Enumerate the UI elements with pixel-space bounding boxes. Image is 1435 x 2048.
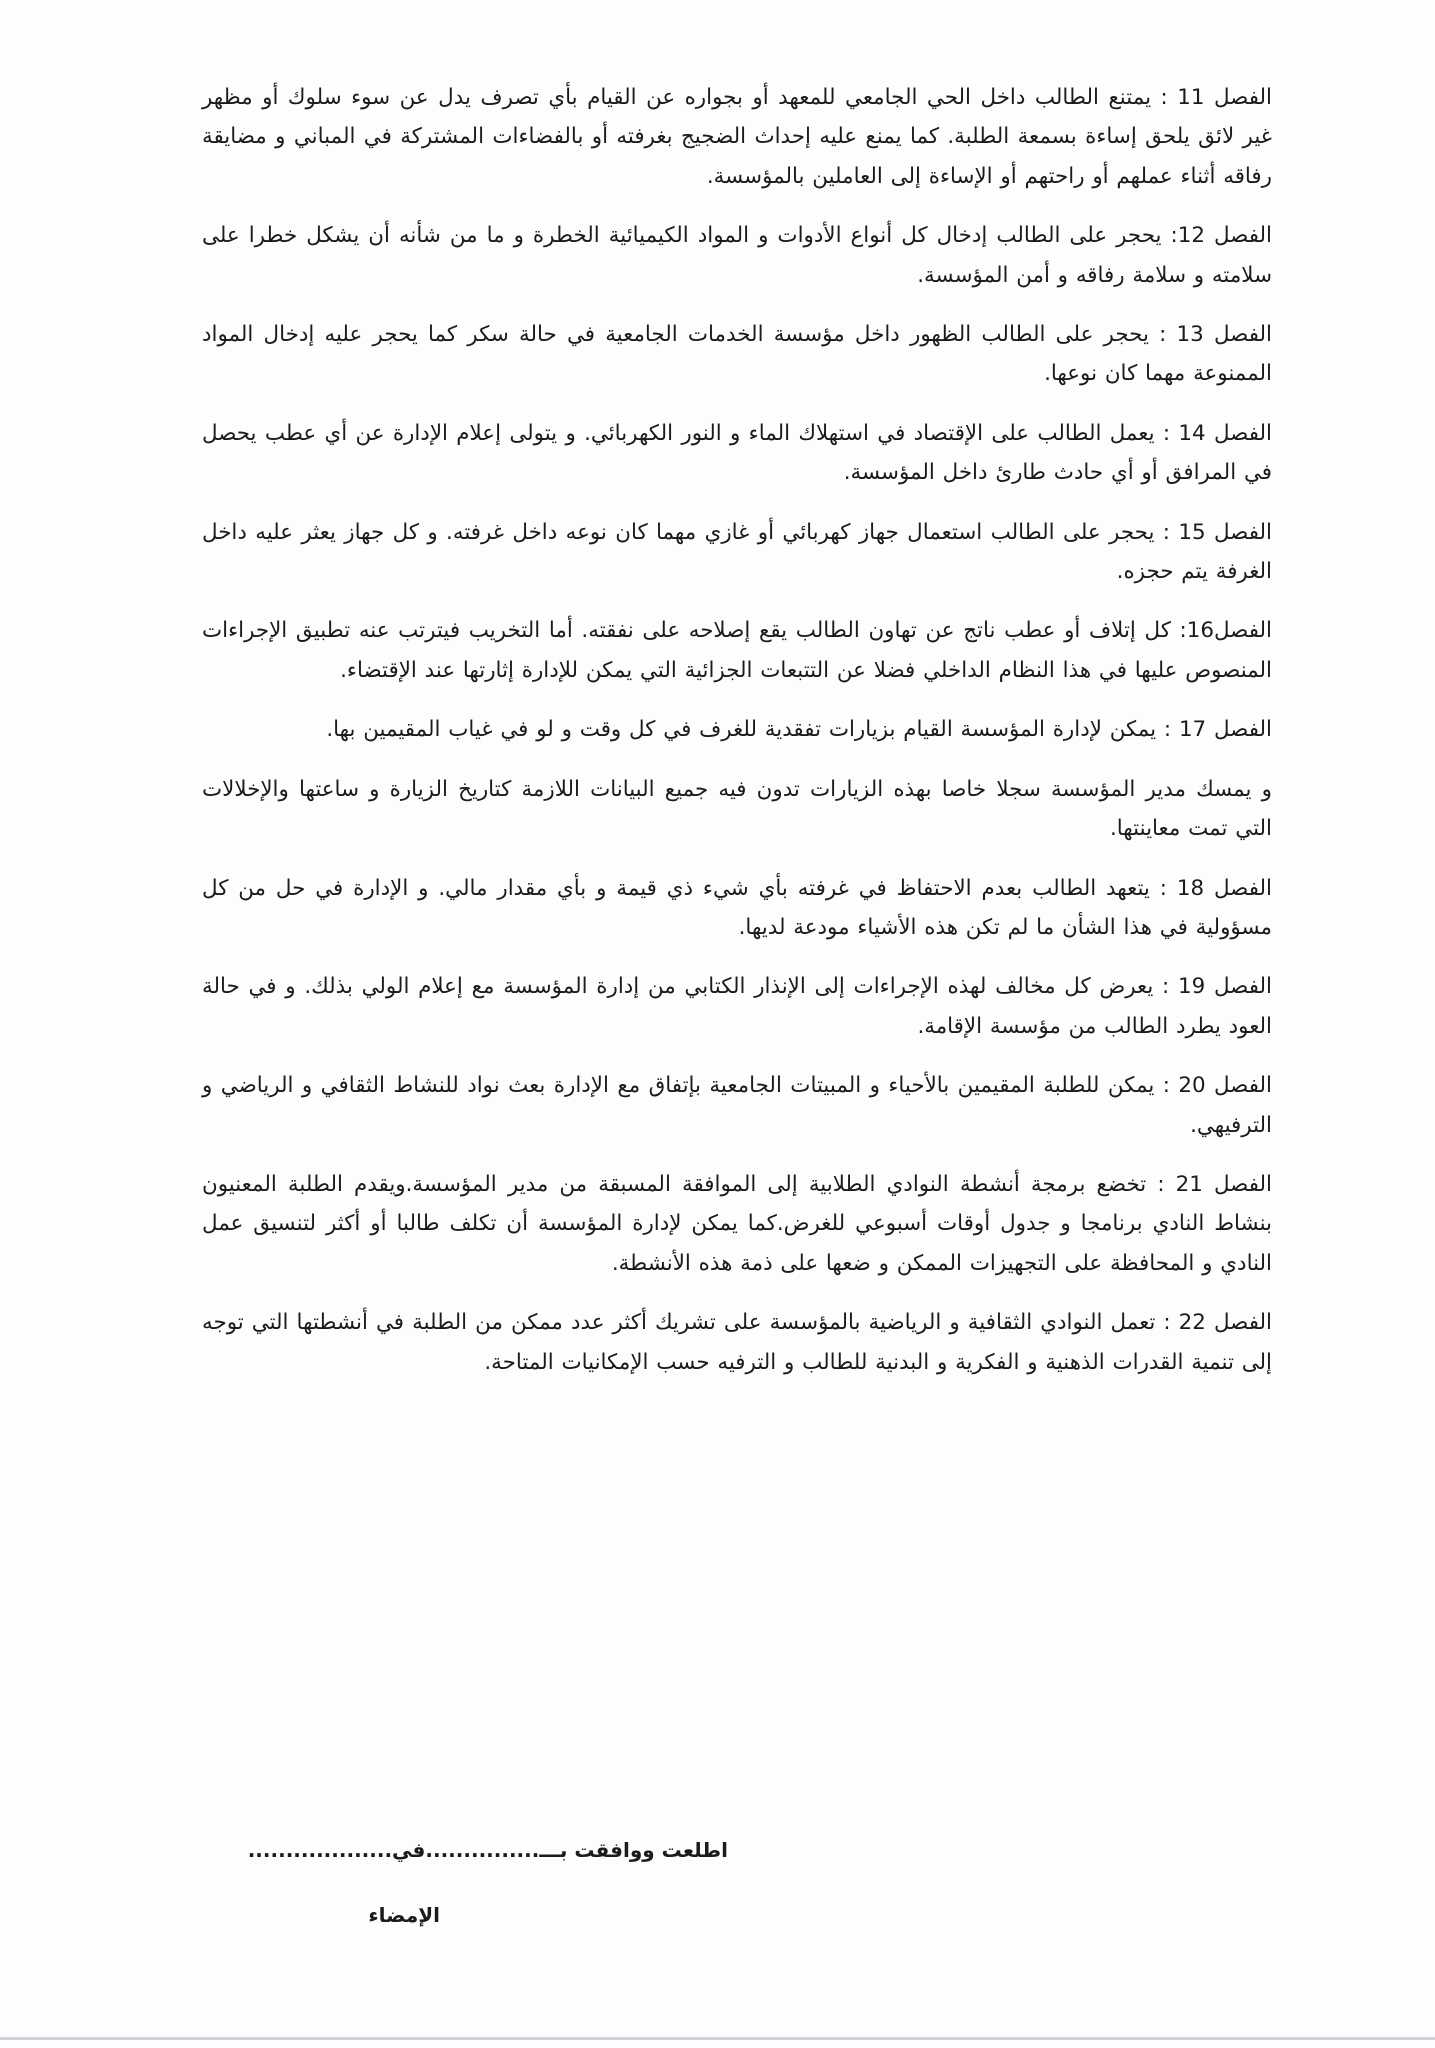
article-20: الفصل 20 : يمكن للطلبة المقيمين بالأحياء و المبيتات الجامعية بإتفاق مع الإدارة بعث نواد للنشاط الثقافي و الرياضي و الترفيهي. (202, 1073, 1272, 1138)
article-12: الفصل 12: يحجر على الطالب إدخال كل أنواع الأدوات و المواد الكيميائية الخطرة و ما من شأنه أن يشكل خطرا على سلامته و سلامة رفاقه و أمن المؤسسة. (202, 223, 1272, 288)
article-16: الفصل16: كل إتلاف أو عطب ناتج عن تهاون الطالب يقع إصلاحه على نفقته. أما التخريب فيترتب عنه تطبيق الإجراءات المنصوص عليها في هذا النظام الداخلي فضلا عن التتبعات الجزائية التي يمكن للإدارة إثارتها عند الإقتضاء. (202, 618, 1272, 683)
articles-body (202, 78, 1272, 1402)
article-14: الفصل 14 : يعمل الطالب على الإقتصاد في استهلاك الماء و النور الكهربائي. و يتولى إعلام الإدارة عن أي عطب يحصل في المرافق أو أي حادث طارئ داخل المؤسسة. (202, 420, 1272, 486)
acknowledgement-line: اطلعت ووافقت بـــ...............في................... (247, 1838, 728, 1862)
article-17: الفصل 17 : يمكن لإدارة المؤسسة القيام بزيارات تفقدية للغرف في كل وقت و لو في غياب المقيمين بها. (326, 717, 1272, 743)
article-18: الفصل 18 : يتعهد الطالب بعدم الاحتفاظ في غرفته بأي شيء ذي قيمة و بأي مقدار مالي. و الإدارة في حل من كل مسؤولية في هذا الشأن ما لم تكن هذه الأشياء مودعة لديها. (202, 875, 1272, 940)
article-21: الفصل 21 : تخضع برمجة أنشطة النوادي الطلابية إلى الموافقة المسبقة من مدير المؤسسة.ويقدم الطلبة المعنيون بنشاط النادي برنامجا و جدول أوقات أسبوعي للغرض.كما يمكن لإدارة المؤسسة أن تكلف طالبا أو أكثر لتنسيق عمل النادي و المحافظة على التجهيزات الممكن و ضعها على ذمة هذه الأنشطة. (202, 1171, 1272, 1276)
article-11: الفصل 11 : يمتنع الطالب داخل الحي الجامعي للمعهد أو بجواره عن القيام بأي تصرف يدل عن سوء سلوك أو مظهر غير لائق يلحق إساءة بسمعة الطلبة. كما يمنع عليه إحداث الضجيج بغرفته أو بالفضاءات المشتركة في المباني و مضايقة رفاقه أثناء عملهم أو راحتهم أو الإساءة إلى العاملين بالمؤسسة. (202, 85, 1272, 189)
scan-edge-divider (0, 2037, 1435, 2040)
article-22: الفصل 22 : تعمل النوادي الثقافية و الرياضية بالمؤسسة على تشريك أكثر عدد ممكن من الطلبة في أنشطتها التي توجه إلى تنمية القدرات الذهنية و الفكرية و البدنية للطالب و الترفيه حسب الإمكانيات المتاحة. (202, 1310, 1272, 1375)
signature-label: الإمضاء (368, 1903, 440, 1927)
article-17-register: و يمسك مدير المؤسسة سجلا خاصا بهذه الزيارات تدون فيه جميع البيانات اللازمة كتاريخ الزيارة و ساعتها والإخلالات التي تمت معاينتها. (202, 776, 1272, 842)
article-19: الفصل 19 : يعرض كل مخالف لهذه الإجراءات إلى الإنذار الكتابي من إدارة المؤسسة مع إعلام الولي بذلك. و في حالة العود يطرد الطالب من مؤسسة الإقامة. (202, 974, 1272, 1039)
article-13: الفصل 13 : يحجر على الطالب الظهور داخل مؤسسة الخدمات الجامعية في حالة سكر كما يحجر عليه إدخال المواد الممنوعة مهما كان نوعها. (202, 322, 1272, 387)
article-15: الفصل 15 : يحجر على الطالب استعمال جهاز كهربائي أو غازي مهما كان نوعه داخل غرفته. و كل جهاز يعثر عليه داخل الغرفة يتم حجزه. (202, 519, 1272, 585)
